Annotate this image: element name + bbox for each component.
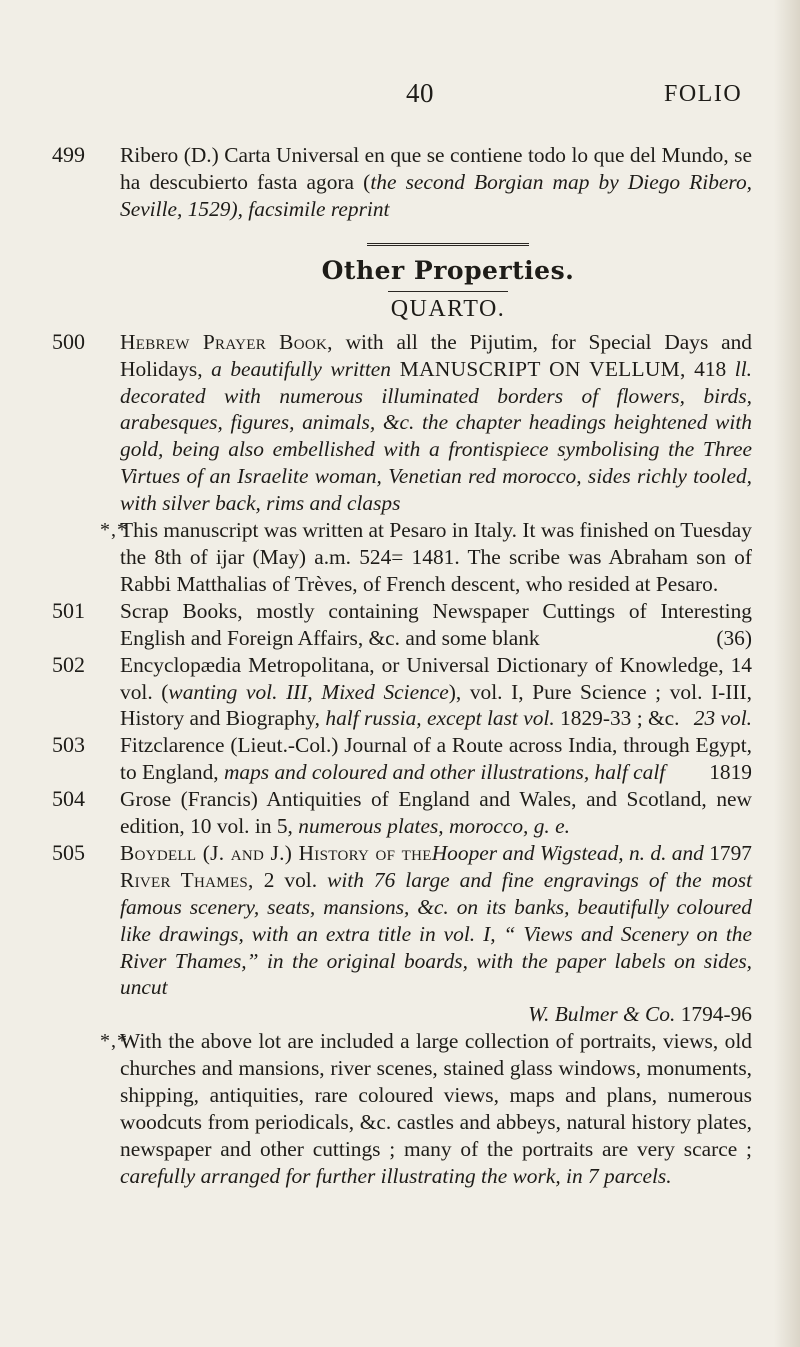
lot-volumes: 23 vol.	[693, 706, 752, 731]
lot-title: Fitzclarence (Lieut.-Col.) Journal of a Route across India, through Egypt, to England,	[120, 733, 752, 785]
section-subtitle: QUARTO.	[390, 295, 506, 322]
lot-date: 1797	[709, 840, 752, 865]
section-rule-bottom	[388, 291, 508, 292]
lot-number: 501	[52, 597, 85, 623]
lot-description	[120, 840, 752, 1001]
lot-date: 1794-96	[680, 1002, 752, 1027]
lot-italic-note: numerous plates, morocco, g. e.	[298, 814, 570, 839]
note-italic: carefully arranged for further illustrating the work, in 7 parcels.	[120, 1163, 672, 1188]
lot-entry-500	[0, 329, 800, 517]
lot-italic-note: with 76 large and fine engravings of the most famous scenery, seats, mansions, &c. on its banks, beautifully coloured like drawings, with an extra title in vol. I, “ Views and Scenery on the River Thames,” in the original boards, with the paper labels on sides, uncut	[120, 867, 753, 1000]
lot-note-500	[0, 517, 800, 598]
lot-number: 502	[52, 651, 85, 677]
section-heading	[0, 243, 800, 323]
lot-entry-502	[0, 652, 800, 733]
lot-italic-note: a beautifully written	[211, 356, 391, 381]
lot-date: (36)	[716, 625, 752, 650]
lot-description	[120, 142, 752, 223]
lot-title: Ribero (D.) Carta Universal en que se contiene todo lo que del Mundo, se ha descubierto fasta agora (	[120, 143, 752, 194]
lot-entry-501	[0, 598, 800, 652]
lot-description	[120, 732, 752, 786]
lot-entry-505	[0, 840, 800, 1028]
lot-number: 503	[52, 732, 85, 758]
lot-italic-note: maps and coloured and other illustrations, half calf	[223, 760, 666, 785]
lot-note-505	[0, 1028, 800, 1189]
lot-number: 505	[52, 839, 85, 865]
running-head: FOLIO	[664, 81, 743, 107]
lot-description	[120, 329, 752, 517]
lot-title: Hebrew Prayer Book,	[120, 329, 333, 354]
lot-description	[120, 598, 752, 652]
lot-title: Boydell (J. and J.) History of the River Thames,	[120, 840, 432, 892]
lot-italic-note: the second Borgian map by Diego Ribero, Seville, 1529), facsimile reprint	[120, 169, 753, 221]
lot-manuscript-caps: MANUSCRIPT ON VELLUM,	[390, 356, 686, 381]
lot-binding-note: half russia, except last vol.	[325, 706, 555, 731]
page-number: 40	[406, 78, 434, 108]
lot-title-rest: 2 vol.	[253, 867, 328, 892]
lot-description	[120, 786, 752, 865]
lot-title: Grose (Francis) Antiquities of England and Wales, and Scotland, new edition, 10 vol. in 5,	[120, 787, 752, 839]
lot-title-cont: ), vol. I, Pure Science ; vol. I-III, History and Biography,	[120, 679, 752, 731]
lot-description	[120, 652, 752, 733]
lot-number: 500	[52, 328, 85, 354]
lot-number: 499	[52, 142, 85, 167]
lot-imprint	[130, 1001, 752, 1028]
lot-italic-note: wanting vol. III, Mixed Science	[168, 679, 449, 704]
lot-title-end: 1829-33 ; &c.	[554, 706, 680, 731]
lot-publisher: W. Bulmer & Co.	[528, 1002, 676, 1027]
lot-publisher: Hooper and Wigstead, n. d. and	[431, 840, 704, 865]
section-title: Other Properties.	[321, 255, 575, 285]
page-header	[0, 78, 800, 118]
lot-title: Scrap Books, mostly containing Newspaper Cuttings of Interesting English and Foreign Affairs, &c. and some blank	[120, 598, 752, 650]
note-text: This manuscript was written at Pesaro in Italy. It was finished on Tuesday the 8th of ijar (May) a.m. 524= 1481. The scribe was Abraham son of Rabbi Matthalias of Trèves, of French descent, who resided at Pesaro.	[120, 518, 752, 596]
lot-entry-499	[0, 142, 800, 223]
lot-leaf-count: 418	[685, 356, 735, 381]
section-rule-top	[367, 243, 529, 246]
lot-date: 1819	[709, 760, 752, 785]
lot-title: Encyclopædia Metropolitana, or Universal Dictionary of Knowledge, 14 vol. (	[120, 652, 752, 704]
asterism-mark: *,*	[100, 1030, 128, 1053]
note-body: With the above lot are included a large collection of portraits, views, old churches and mansions, river scenes, stained glass windows, monuments, shipping, antiquities, rare coloured views, maps and plans, numerous woodcuts from periodicals, &c. castles and abbeys, natural history plates, newspaper and other cuttings ; many of the portraits are very scarce ;	[120, 1029, 752, 1161]
catalogue-list	[0, 142, 800, 1190]
lot-title-rest: with all the Pijutim, for Special Days and Holidays,	[120, 329, 752, 381]
lot-number: 504	[52, 786, 85, 812]
asterism-mark: *,*	[100, 519, 128, 542]
lot-entry-503	[0, 732, 800, 786]
lot-binding-note: ll. decorated with numerous illuminated borders of flowers, birds, arabesques, figures, animals, &c. the chapter headings heightened with gold, being also embellished with a frontispiece symbolising the Three Virtues of an Israelite woman, Venetian red morocco, sides richly tooled, with silver back, rims and clasps	[120, 356, 753, 516]
note-text	[120, 1028, 752, 1189]
